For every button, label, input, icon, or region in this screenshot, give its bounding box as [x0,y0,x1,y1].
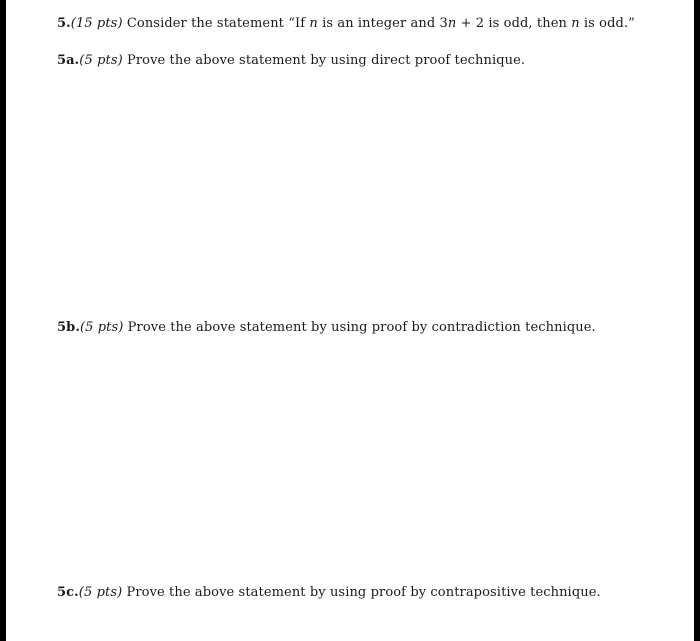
part-5c-text: Prove the above statement by using proof by contrapositive technique. [122,585,601,600]
part-5b-number: 5b. [57,320,80,335]
part-5b-text: Prove the above statement by using proof by contradiction technique. [123,320,596,335]
question-5-text-part-3: + 2 is odd, then [456,16,572,31]
question-5-text-part-2: is an integer and 3 [317,16,448,31]
right-page-border [694,0,700,641]
left-page-border [0,0,6,641]
part-5c-points: (5 pts) [78,585,123,600]
part-5b-prompt [57,320,596,335]
question-5-number: 5. [57,16,71,31]
part-5b-points: (5 pts) [79,320,124,335]
part-5a-text: Prove the above statement by using direct proof technique. [122,53,526,68]
part-5c-prompt [57,585,601,600]
part-5a-number: 5a. [57,53,80,68]
part-5a-points: (5 pts) [79,53,123,68]
part-5a-prompt [57,53,525,68]
question-5-points: (15 pts) [70,16,123,31]
math-variable-n: n [571,16,580,31]
question-5-text-part-4: is odd.” [579,16,635,31]
question-5-text-part-1: Consider the statement “If [122,16,310,31]
part-5c-number: 5c. [57,585,79,600]
question-5-statement [57,16,635,31]
math-variable-n: n [309,16,318,31]
math-variable-n: n [447,16,457,31]
